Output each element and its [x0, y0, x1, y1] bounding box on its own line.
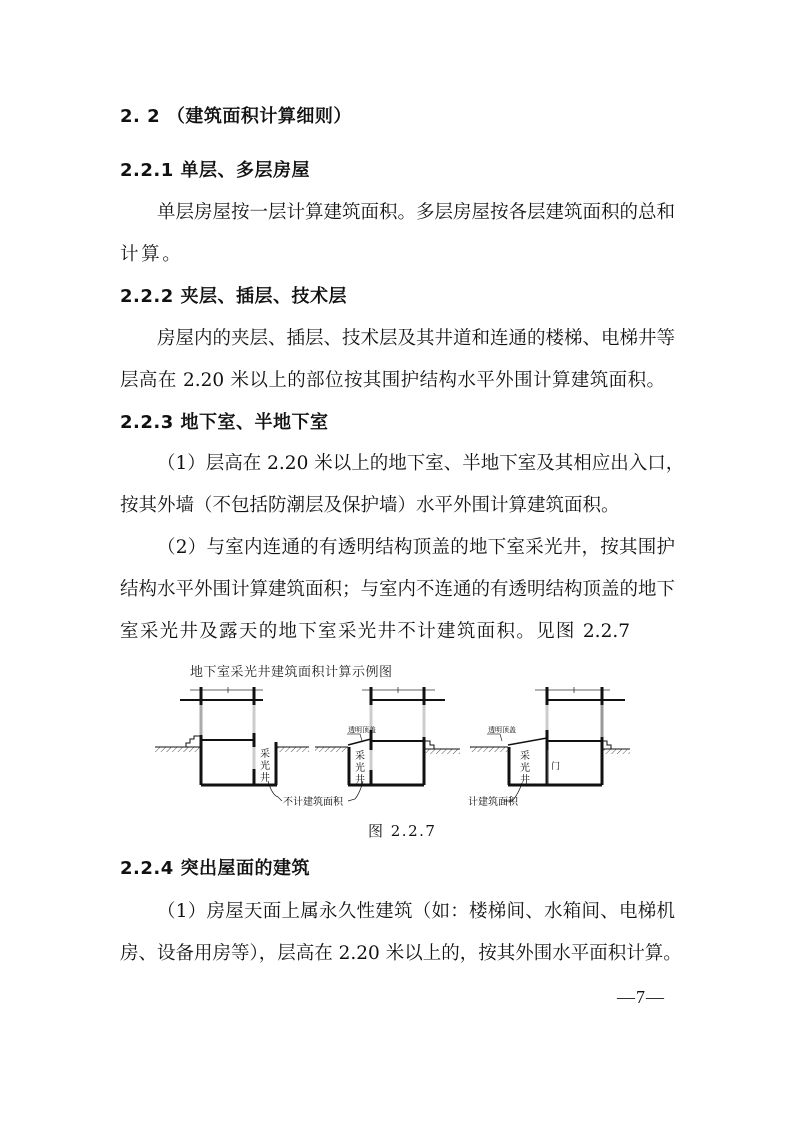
svg-text:不计建筑面积: 不计建筑面积 [283, 797, 343, 808]
building-section-3 [470, 687, 630, 786]
heading-2-2-3: 2.2.3 地下室、半地下室 [120, 412, 329, 433]
svg-text:光: 光 [260, 761, 270, 772]
light-well-diagram [150, 655, 630, 815]
svg-text:光: 光 [520, 763, 530, 774]
paragraph-line: 层高在 2.20 米以上的部位按其围护结构水平外围计算建筑面积。 [120, 370, 665, 391]
paragraph-line: 单层房屋按一层计算建筑面积。多层房屋按各层建筑面积的总和 [157, 202, 676, 223]
building-section-1 [155, 687, 309, 785]
paragraph-line: （2）与室内连通的有透明结构顶盖的地下室采光井，按其围护 [157, 537, 675, 558]
figure-caption: 图 2.2.7 [368, 822, 437, 840]
svg-text:光: 光 [355, 763, 365, 774]
paragraph-line: 室采光井及露天的地下室采光井不计建筑面积。见图 2.2.7 [120, 621, 630, 642]
svg-text:透明顶盖: 透明顶盖 [488, 726, 516, 734]
svg-text:采: 采 [520, 751, 530, 762]
heading-2-2-2: 2.2.2 夹层、插层、技术层 [120, 286, 348, 307]
page-number: —7— [617, 987, 665, 1007]
svg-text:井: 井 [260, 773, 270, 784]
figure-title: 地下室采光井建筑面积计算示例图 [190, 665, 393, 680]
svg-text:门: 门 [551, 762, 561, 772]
svg-text:透明顶盖: 透明顶盖 [348, 726, 376, 734]
heading-2-2-4: 2.2.4 突出屋面的建筑 [120, 858, 311, 879]
svg-text:井: 井 [520, 775, 530, 786]
paragraph-line: 按其外墙（不包括防潮层及保护墙）水平外围计算建筑面积。 [120, 495, 620, 516]
paragraph-line: 结构水平外围计算建筑面积；与室内不连通的有透明结构顶盖的地下 [120, 579, 676, 600]
paragraph-line: （1）房屋天面上属永久性建筑（如：楼梯间、水箱间、电梯机 [157, 901, 675, 922]
paragraph-line: 房、设备用房等），层高在 2.20 米以上的，按其外围水平面积计算。 [120, 943, 682, 964]
section-title: 2. 2 （建筑面积计算细则） [120, 106, 352, 127]
svg-text:井: 井 [355, 775, 365, 786]
svg-text:采: 采 [260, 749, 270, 760]
svg-text:采: 采 [355, 751, 365, 762]
paragraph-line: 房屋内的夹层、插层、技术层及其井道和连通的楼梯、电梯井等 [157, 328, 676, 349]
building-section-2 [315, 687, 460, 786]
heading-2-2-1: 2.2.1 单层、多层房屋 [120, 160, 311, 181]
paragraph-line: 计算。 [120, 244, 184, 265]
svg-text:计建筑面积: 计建筑面积 [468, 797, 518, 808]
paragraph-line: （1）层高在 2.20 米以上的地下室、半地下室及其相应出入口， [157, 453, 685, 474]
